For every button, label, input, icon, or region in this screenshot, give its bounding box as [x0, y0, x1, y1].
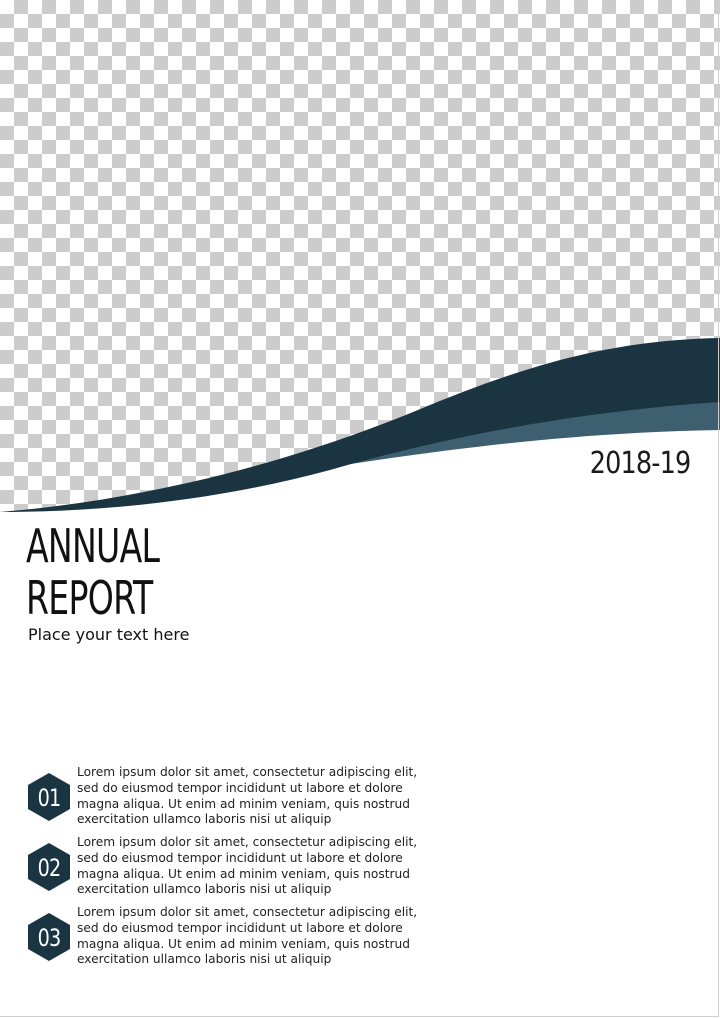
- item-text-line: magna aliqua. Ut enim ad minim veniam, quis nostrud: [77, 936, 410, 951]
- subtitle: Place your text here: [28, 625, 190, 644]
- item-text-line: Lorem ipsum dolor sit amet, consectetur adipiscing elit,: [77, 765, 418, 779]
- item-text: [77, 765, 422, 828]
- list-item: [28, 835, 428, 905]
- item-text-line: Lorem ipsum dolor sit amet, consectetur adipiscing elit,: [77, 905, 418, 919]
- item-text: [77, 905, 422, 968]
- page-title: [26, 520, 159, 624]
- item-number: 03: [37, 924, 61, 952]
- list-item: [28, 765, 428, 835]
- item-text-line: Lorem ipsum dolor sit amet, consectetur adipiscing elit,: [77, 835, 418, 849]
- title-line-report: REPORT: [26, 571, 153, 625]
- list-item: [28, 905, 428, 975]
- item-text-line: sed do eiusmod tempor incididunt ut labore et dolore: [77, 780, 403, 795]
- item-text-line: exercitation ullamco laboris nisi ut aliquip: [77, 952, 332, 967]
- item-number: 01: [37, 784, 61, 812]
- numbered-list: [28, 765, 428, 975]
- item-text-line: exercitation ullamco laboris nisi ut aliquip: [77, 882, 332, 897]
- title-line-annual: ANNUAL: [26, 519, 160, 573]
- item-text-line: magna aliqua. Ut enim ad minim veniam, quis nostrud: [77, 796, 410, 811]
- report-year: 2018-19: [589, 446, 690, 481]
- item-number: 02: [37, 854, 61, 882]
- item-text-line: magna aliqua. Ut enim ad minim veniam, quis nostrud: [77, 866, 410, 881]
- item-text-line: exercitation ullamco laboris nisi ut aliquip: [77, 812, 332, 827]
- item-text-line: sed do eiusmod tempor incididunt ut labore et dolore: [77, 920, 403, 935]
- item-text-line: sed do eiusmod tempor incididunt ut labore et dolore: [77, 850, 403, 865]
- item-text: [77, 835, 422, 898]
